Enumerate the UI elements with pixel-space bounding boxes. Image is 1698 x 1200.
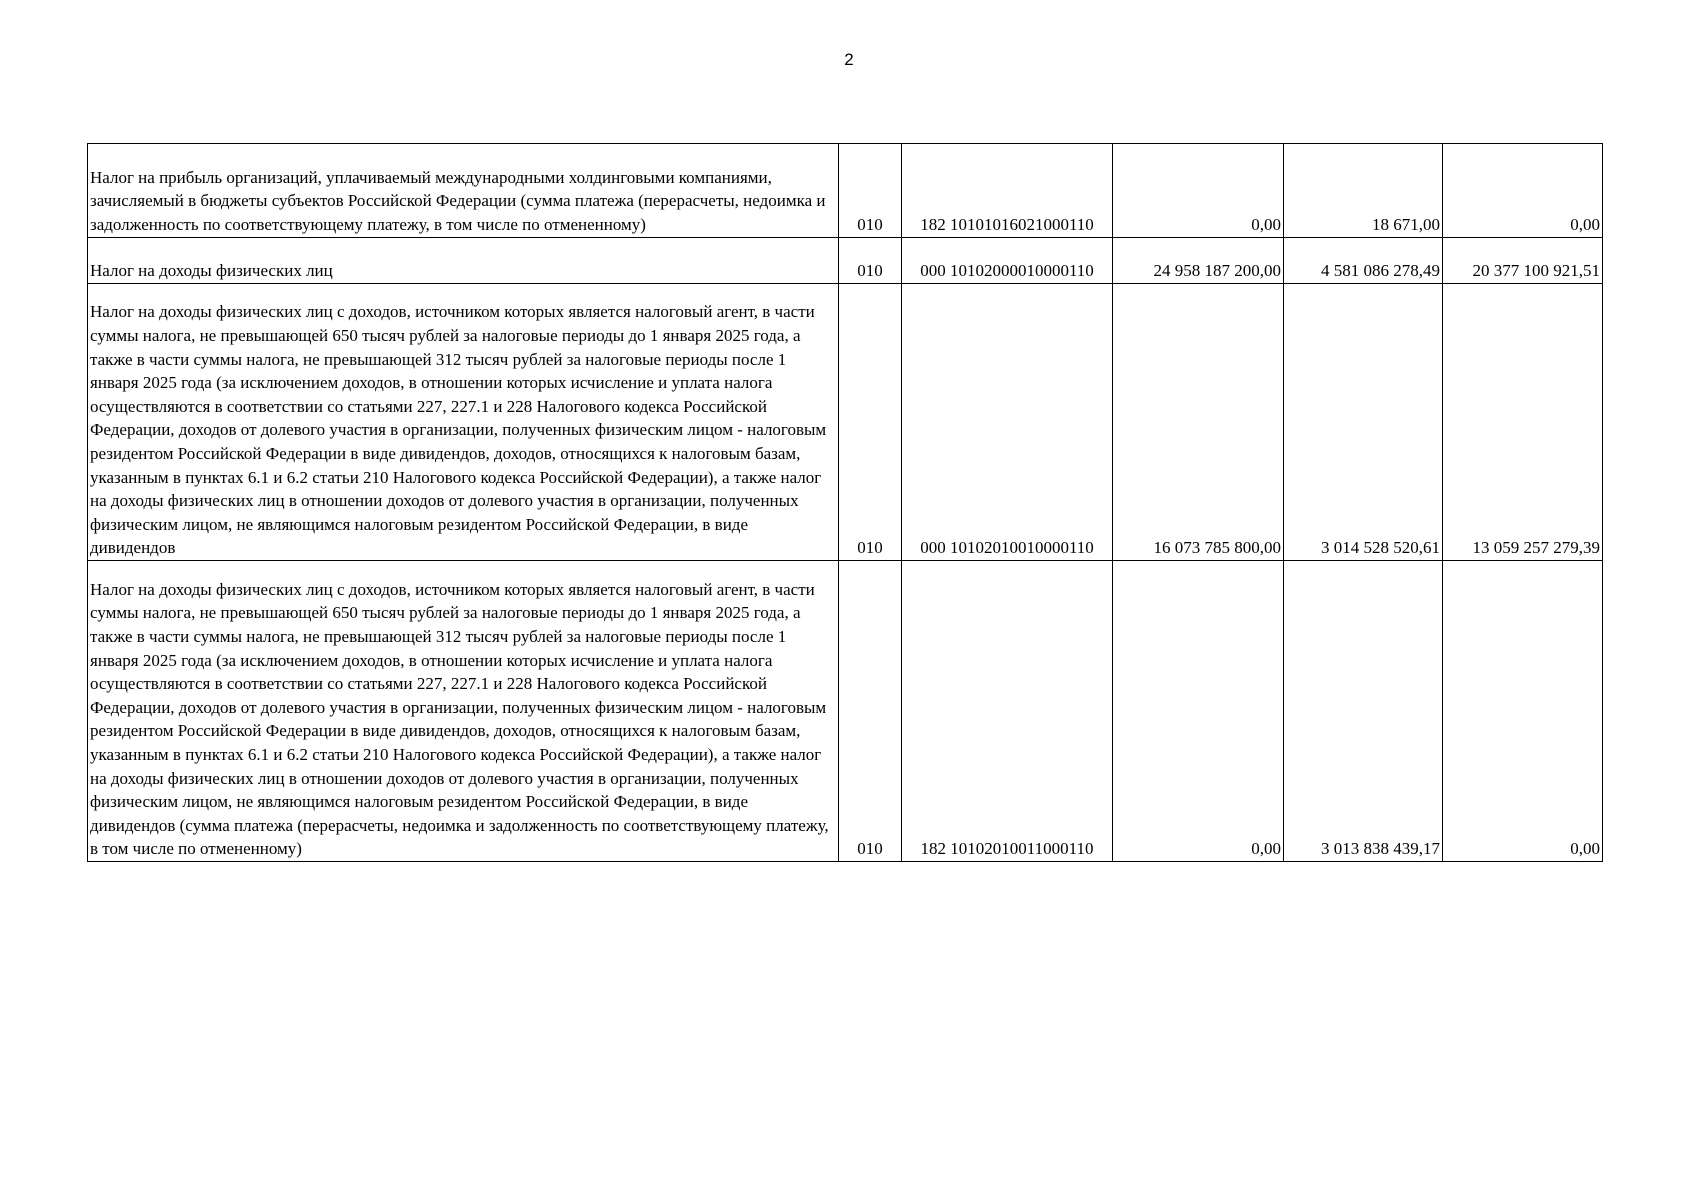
row-name-cell: Налог на прибыль организаций, уплачиваемый международными холдинговыми компаниями, зачисляемый в бюджеты субъектов Российской Федерации (сумма платежа (перерасчеты, недоимка и задолженность по соответствующему платежу, в том числе по отмененному) [88, 144, 839, 238]
table-row [88, 144, 1603, 238]
row-remaining-amount-cell: 0,00 [1443, 561, 1603, 862]
row-remaining-amount-cell: 20 377 100 921,51 [1443, 238, 1603, 284]
table-row [88, 238, 1603, 284]
row-classification-code-cell: 000 10102010010000110 [902, 284, 1113, 561]
row-classification-code-cell: 182 10102010011000110 [902, 561, 1113, 862]
table-row [88, 561, 1603, 862]
row-approved-amount-cell: 24 958 187 200,00 [1113, 238, 1284, 284]
row-line-code-cell: 010 [839, 238, 902, 284]
row-executed-amount-cell: 3 013 838 439,17 [1284, 561, 1443, 862]
row-classification-code-cell: 000 10102000010000110 [902, 238, 1113, 284]
row-line-code-cell: 010 [839, 284, 902, 561]
row-name-cell: Налог на доходы физических лиц [88, 238, 839, 284]
budget-revenue-table [87, 143, 1603, 862]
row-executed-amount-cell: 3 014 528 520,61 [1284, 284, 1443, 561]
row-remaining-amount-cell: 0,00 [1443, 144, 1603, 238]
row-remaining-amount-cell: 13 059 257 279,39 [1443, 284, 1603, 561]
row-approved-amount-cell: 0,00 [1113, 561, 1284, 862]
row-name-cell: Налог на доходы физических лиц с доходов, источником которых является налоговый агент, в части суммы налога, не превышающей 650 тысяч рублей за налоговые периоды до 1 января 2025 года, а также в части суммы налога, не превышающей 312 тысяч рублей за налоговые периоды после 1 января 2025 года (за исключением доходов, в отношении которых исчисление и уплата налога осуществляются в соответствии со статьями 227, 227.1 и 228 Налогового кодекса Российской Федерации, доходов от долевого участия в организации, полученных физическим лицом - налоговым резидентом Российской Федерации в виде дивидендов, доходов, относящихся к налоговым базам, указанным в пунктах 6.1 и 6.2 статьи 210 Налогового кодекса Российской Федерации), а также налог на доходы физических лиц в отношении доходов от долевого участия в организации, полученных физическим лицом, не являющимся налоговым резидентом Российской Федерации, в виде дивидендов [88, 284, 839, 561]
row-approved-amount-cell: 0,00 [1113, 144, 1284, 238]
row-line-code-cell: 010 [839, 144, 902, 238]
page-number: 2 [844, 50, 854, 69]
row-executed-amount-cell: 18 671,00 [1284, 144, 1443, 238]
row-line-code-cell: 010 [839, 561, 902, 862]
table-row [88, 284, 1603, 561]
row-approved-amount-cell: 16 073 785 800,00 [1113, 284, 1284, 561]
row-name-cell: Налог на доходы физических лиц с доходов, источником которых является налоговый агент, в части суммы налога, не превышающей 650 тысяч рублей за налоговые периоды до 1 января 2025 года, а также в части суммы налога, не превышающей 312 тысяч рублей за налоговые периоды после 1 января 2025 года (за исключением доходов, в отношении которых исчисление и уплата налога осуществляются в соответствии со статьями 227, 227.1 и 228 Налогового кодекса Российской Федерации, доходов от долевого участия в организации, полученных физическим лицом - налоговым резидентом Российской Федерации в виде дивидендов, доходов, относящихся к налоговым базам, указанным в пунктах 6.1 и 6.2 статьи 210 Налогового кодекса Российской Федерации), а также налог на доходы физических лиц в отношении доходов от долевого участия в организации, полученных физическим лицом, не являющимся налоговым резидентом Российской Федерации, в виде дивидендов (сумма платежа (перерасчеты, недоимка и задолженность по соответствующему платежу, в том числе по отмененному) [88, 561, 839, 862]
row-classification-code-cell: 182 10101016021000110 [902, 144, 1113, 238]
row-executed-amount-cell: 4 581 086 278,49 [1284, 238, 1443, 284]
